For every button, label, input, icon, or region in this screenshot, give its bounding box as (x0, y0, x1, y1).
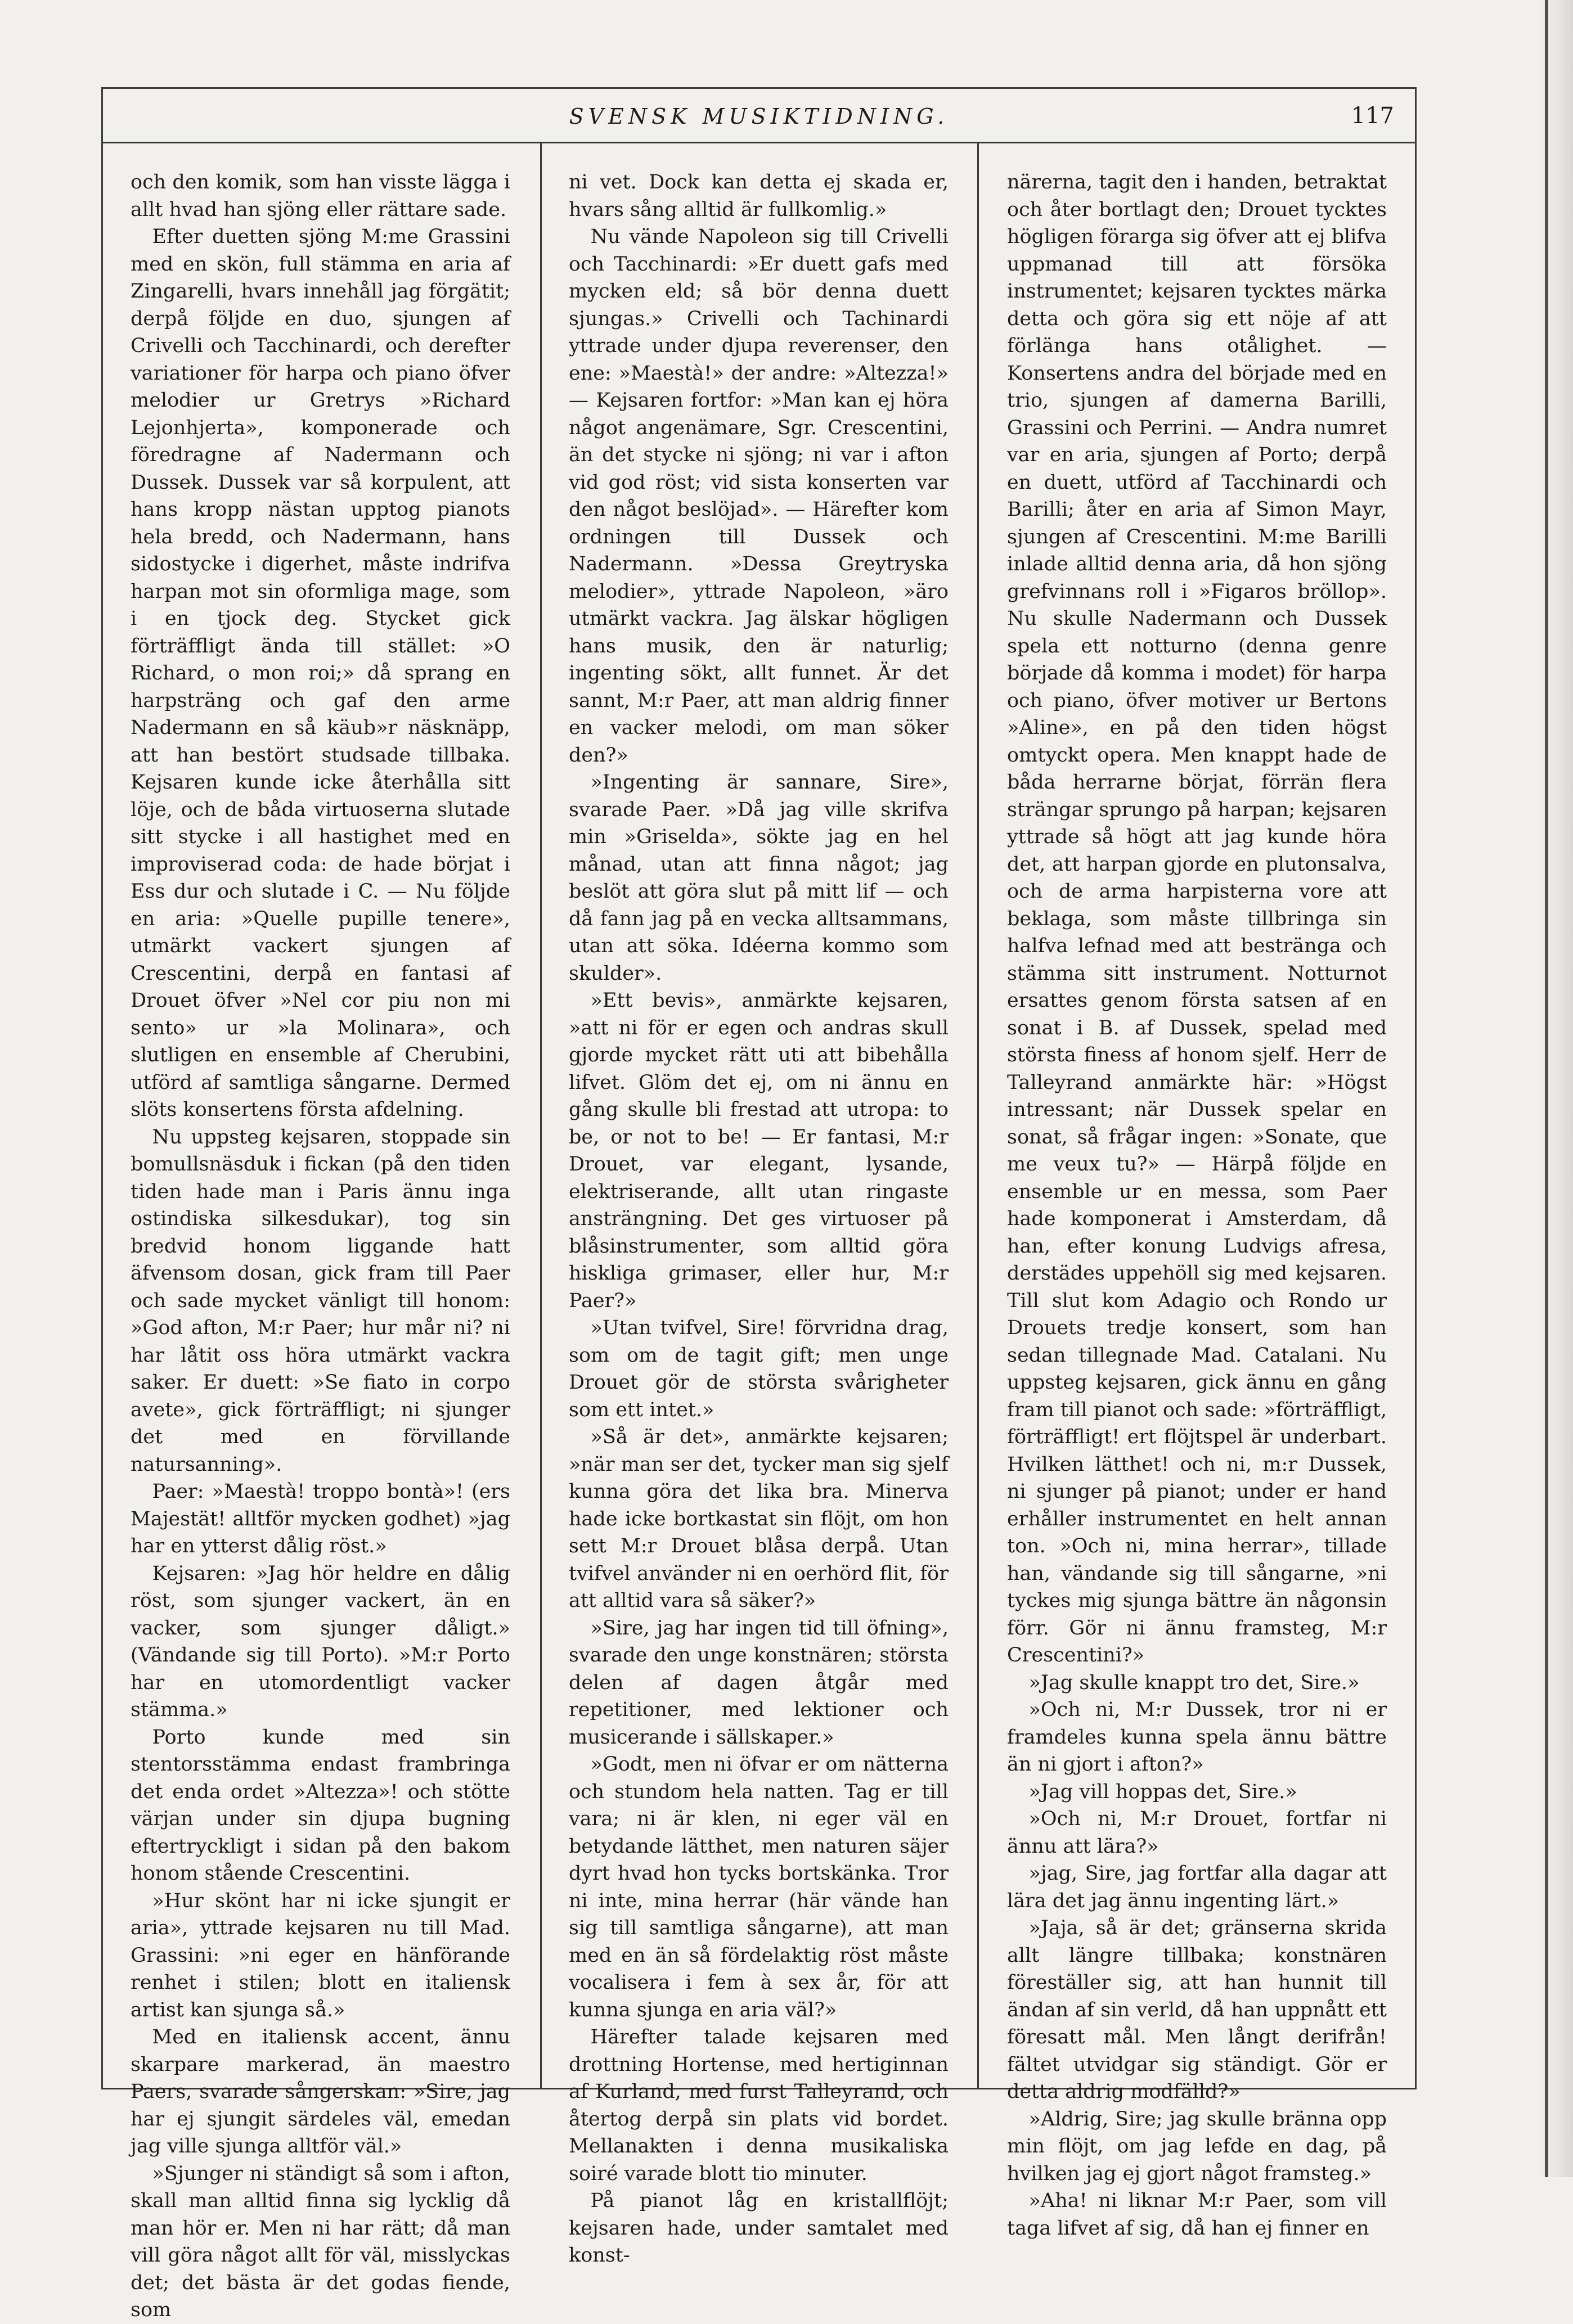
column-rule (977, 143, 979, 2089)
paragraph: och den komik, som han visste lägga i allt hvad han sjöng eller rättare sade. (131, 171, 510, 221)
paragraph: »Ett bevis», anmärkte kejsaren, »att ni för er egen och andras skull gjorde mycket rätt uti att bibehålla lifvet. Glöm det ej, om ni ännu en gång skulle bli frestad att utropa: to be, or not to be! — Er fantasi, M:r Drouet, var elegant, lysande, elektriserande, allt utan ringaste ansträngning. Det ges virtuoser på blåsinstrumenter, som alltid göra hiskliga grimaser, eller hur, M:r Paer?» (569, 989, 949, 1312)
page-number: 117 (1351, 103, 1394, 129)
paragraph: »Godt, men ni öfvar er om nätterna och stundom hela natten. Tag er till vara; ni är klen, ni eger väl en betydande lätthet, men naturen säjer dyrt hvad hon tycks bortskänka. Tror ni inte, mina herrar (här vände han sig till samtliga sångarne), att man med en än så fördelaktig röst måste vocalisera i fem à sex år, för att kunna sjunga en aria väl?» (569, 1753, 949, 2021)
journal-title: SVENSK MUSIKTIDNING. (569, 104, 949, 129)
paragraph: »jag, Sire, jag fortfar alla dagar att lära det jag ännu ingenting lärt.» (1007, 1862, 1387, 1912)
paragraph: »Och ni, M:r Drouet, fortfar ni ännu att lära?» (1007, 1808, 1387, 1858)
column-rule (540, 143, 542, 2089)
paragraph: »Hur skönt har ni icke sjungit er aria», yttrade kejsaren nu till Mad. Grassini: »ni eger en hänförande renhet i stilen; blott en italiensk artist kan sjunga så.» (131, 1889, 510, 2021)
paragraph: Porto kunde med sin stentorsstämma endast frambringa det enda ordet »Altezza»! och stötte värjan under sin djupa bugning eftertryckligt i sidan på den bakom honom stående Crescentini. (131, 1726, 510, 1885)
paragraph: »Jaja, så är det; gränserna skrida allt längre tillbaka; konstnären föreställer sig, att han hunnit till ändan af sin verld, då han uppnått ett föresatt mål. Men långt derifrån! fältet utvidgar sig ständigt. Gör er detta aldrig modfälld?» (1007, 1917, 1387, 2103)
paragraph: Kejsaren: »Jag hör heldre en dålig röst, som sjunger vackert, än en vacker, som sjunger dåligt.» (Vändande sig till Porto). »M:r Porto har en utomordentligt vacker stämma.» (131, 1562, 510, 1721)
paragraph: »Ingenting är sannare, Sire», svarade Paer. »Då jag ville skrifva min »Griselda», sökte jag en hel månad, utan att finna något; jag beslöt att göra slut på mitt lif — och då fann jag på en vecka alltsammans, utan att söka. Idéerna kommo som skulder». (569, 771, 949, 985)
text-column-1 (131, 169, 510, 2321)
paragraph: Härefter talade kejsaren med drottning Hortense, med hertiginnan af Kurland, med furst Talleyrand, och återtog derpå sin plats vid bordet. Mellanakten i denna musikaliska soiré varade blott tio minuter. (569, 2026, 949, 2185)
paragraph: »Och ni, M:r Dussek, tror ni er framdeles kunna spela ännu bättre än ni gjort i afton?» (1007, 1699, 1387, 1776)
text-column-2 (569, 169, 949, 2267)
scan-edge (1539, 0, 1573, 2177)
scan-binding-line (1545, 0, 1548, 2177)
paragraph: »Sire, jag har ingen tid till öfning», svarade den unge konstnären; största delen af dagen åtgår med repetitioner, med lektioner och musicerande i sällskaper.» (569, 1616, 949, 1749)
paragraph: »Utan tvifvel, Sire! förvridna drag, som om de tagit gift; men unge Drouet gör de största svårigheter som ett intet.» (569, 1317, 949, 1421)
running-header (101, 87, 1417, 143)
paragraph: »Jag skulle knappt tro det, Sire.» (1028, 1671, 1360, 1694)
paragraph: Paer: »Maestà! troppo bontà»! (ers Majestät! alltför mycken godhet) »jag har en ytterst dålig röst.» (131, 1480, 510, 1557)
paragraph: Nu vände Napoleon sig till Crivelli och Tacchinardi: »Er duett gafs med mycken eld; så bör denna duett sjungas.» Crivelli och Tachinardi yttrade under djupa reverenser, den ene: »Maestà!» der andre: »Altezza!» — Kejsaren fortfor: »Man kan ej höra något angenämare, Sgr. Crescentini, än det stycke ni sjöng; ni var i afton vid god röst; vid sista konserten var den något beslöjad». — Härefter kom ordningen till Dussek och Nadermann. »Dessa Greytryska melodier», yttrade Napoleon, »äro utmärkt vackra. Jag älskar högligen hans musik, den är naturlig; ingenting sökt, allt funnet. Är det sannt, M:r Paer, att man aldrig finner en vacker melodi, om man söker den?» (569, 226, 949, 767)
paragraph: På pianot låg en kristallflöjt; kejsaren hade, under samtalet med konst- (569, 2190, 949, 2267)
paragraph: ni vet. Dock kan detta ej skada er, hvars sång alltid är fullkomlig.» (569, 171, 949, 221)
paragraph: Nu uppsteg kejsaren, stoppade sin bomullsnäsduk i fickan (på den tiden tiden hade man i Paris ännu inga ostindiska silkesdukar), tog sin bredvid honom liggande hatt äfvensom dosan, gick fram till Paer och sade mycket vänligt till honom: »God afton, M:r Paer; hur mår ni? ni har låtit oss höra utmärkt vackra saker. Er duett: »Se fiato in corpo avete», gick förträffligt; ni sjunger det med en förvillande natursanning». (131, 1125, 510, 1476)
paragraph: »Aha! ni liknar M:r Paer, som vill taga lifvet af sig, då han ej finner en (1007, 2190, 1387, 2240)
paragraph: »Jag vill hoppas det, Sire.» (1028, 1780, 1297, 1803)
paragraph: närerna, tagit den i handen, betraktat och åter bortlagt den; Drouet tycktes högligen förarga sig öfver att ej blifva uppmanad till att försöka instrumentet; kejsaren tycktes märka detta och göra sig ett nöje af att förlänga hans otålighet. — Konsertens andra del började med en trio, sjungen af damerna Barilli, Grassini och Perrini. — Andra numret var en aria, sjungen af Porto; derpå en duett, utförd af Tacchinardi och Barilli; åter en aria af Simon Mayr, sjungen af Crescentini. M:me Barilli inlade alltid denna aria, då hon sjöng grefvinnans roll i »Figaros bröllop». Nu skulle Nadermann och Dussek spela ett notturno (denna genre började då komma i modet) för harpa och piano, öfver motiver ur Bertons »Aline», en på den tiden högst omtyckt opera. Men knappt hade de båda herrarne börjat, förrän flera strängar sprungo på harpan; kejsaren yttrade så högt att jag kunde höra det, att harpan gjorde en plutonsalva, och de arma harpisterna vore att beklaga, som måste tillbringa sin halfva lefnad med att bestränga och stämma sitt instrument. Notturnot ersattes genom första satsen af en sonat i B. af Dussek, spelad med största finess af honom sjelf. Herr de Talleyrand anmärkte här: »Högst intressant; när Dussek spelar en sonat, så frågar ingen: »Sonate, que me veux tu?» — Härpå följde en ensemble ur en messa, som Paer hade komponerat i Amsterdam, då han, efter konung Ludvigs afresa, derstädes uppehöll sig med kejsaren. Till slut kom Adagio och Rondo ur Drouets tredje konsert, som han sedan tillegnade Mad. Catalani. Nu uppsteg kejsaren, gick ännu en gång fram till pianot och sade: »förträffligt, förträffligt! ert flöjtspel är underbart. Hvilken lätthet! och ni, m:r Dussek, ni sjunger på pianot; under er hand erhåller instrumentet en helt annan ton. »Och ni, mina herrar», tillade han, vändande sig till sångarne, »ni tyckes mig sjunga bättre än någonsin förr. Gör ni ännu framsteg, M:r Crescentini?» (1007, 171, 1387, 1667)
paragraph: Efter duetten sjöng M:me Grassini med en skön, full stämma en aria af Zingarelli, hvars innehåll jag förgätit; derpå följde en duo, sjungen af Crivelli och Tacchinardi, och derefter variationer för harpa och piano öfver melodier ur Gretrys »Richard Lejonhjerta», komponerade och föredragne af Nadermann och Dussek. Dussek var så korpulent, att hans kropp nästan upptog pianots hela bredd, och Nadermann, hans sidostycke i digerhet, måste indrifva harpan mot sin oformliga mage, som i en tjock deg. Stycket gick förträffligt ända till stället: »O Richard, o mon roi;» då sprang en harpsträng och gaf den arme Nadermann en så käub»r näsknäpp, att han bestört studsade tillbaka. Kejsaren kunde icke återhålla sitt löje, och de båda virtuoserna slutade sitt stycke i all hastighet med en improviserad coda: de hade börjat i Ess dur och slutade i C. — Nu följde en aria: »Quelle pupille tenere», utmärkt vackert sjungen af Crescentini, derpå en fantasi af Drouet öfver »Nel cor piu non mi sento» ur »la Molinara», och slutligen en ensemble af Cherubini, utförd af samtliga sångarne. Dermed slöts konsertens första afdelning. (131, 226, 510, 1121)
paragraph: »Sjunger ni ständigt så som i afton, skall man alltid finna sig lycklig då man hör er. Men ni har rätt; då man vill göra något allt för väl, misslyckas det; det bästa är det godas fiende, som (131, 2162, 510, 2321)
paragraph: »Aldrig, Sire; jag skulle bränna opp min flöjt, om jag lefde en dag, på hvilken jag ej gjort något framsteg.» (1007, 2107, 1387, 2185)
paragraph: »Så är det», anmärkte kejsaren; »när man ser det, tycker man sig sjelf kunna göra det lika bra. Minerva hade icke bortkastat sin flöjt, om hon sett M:r Drouet blåsa derpå. Utan tvifvel använder ni en oerhörd flit, för att alltid vara så säker?» (569, 1426, 949, 1612)
text-column-3 (1007, 169, 1387, 2240)
paragraph: Med en italiensk accent, ännu skarpare markerad, än maestro Paers, svarade sångerskan: »Sire, jag har ej sjungit särdeles väl, emedan jag ville sjunga alltför väl.» (131, 2026, 510, 2158)
